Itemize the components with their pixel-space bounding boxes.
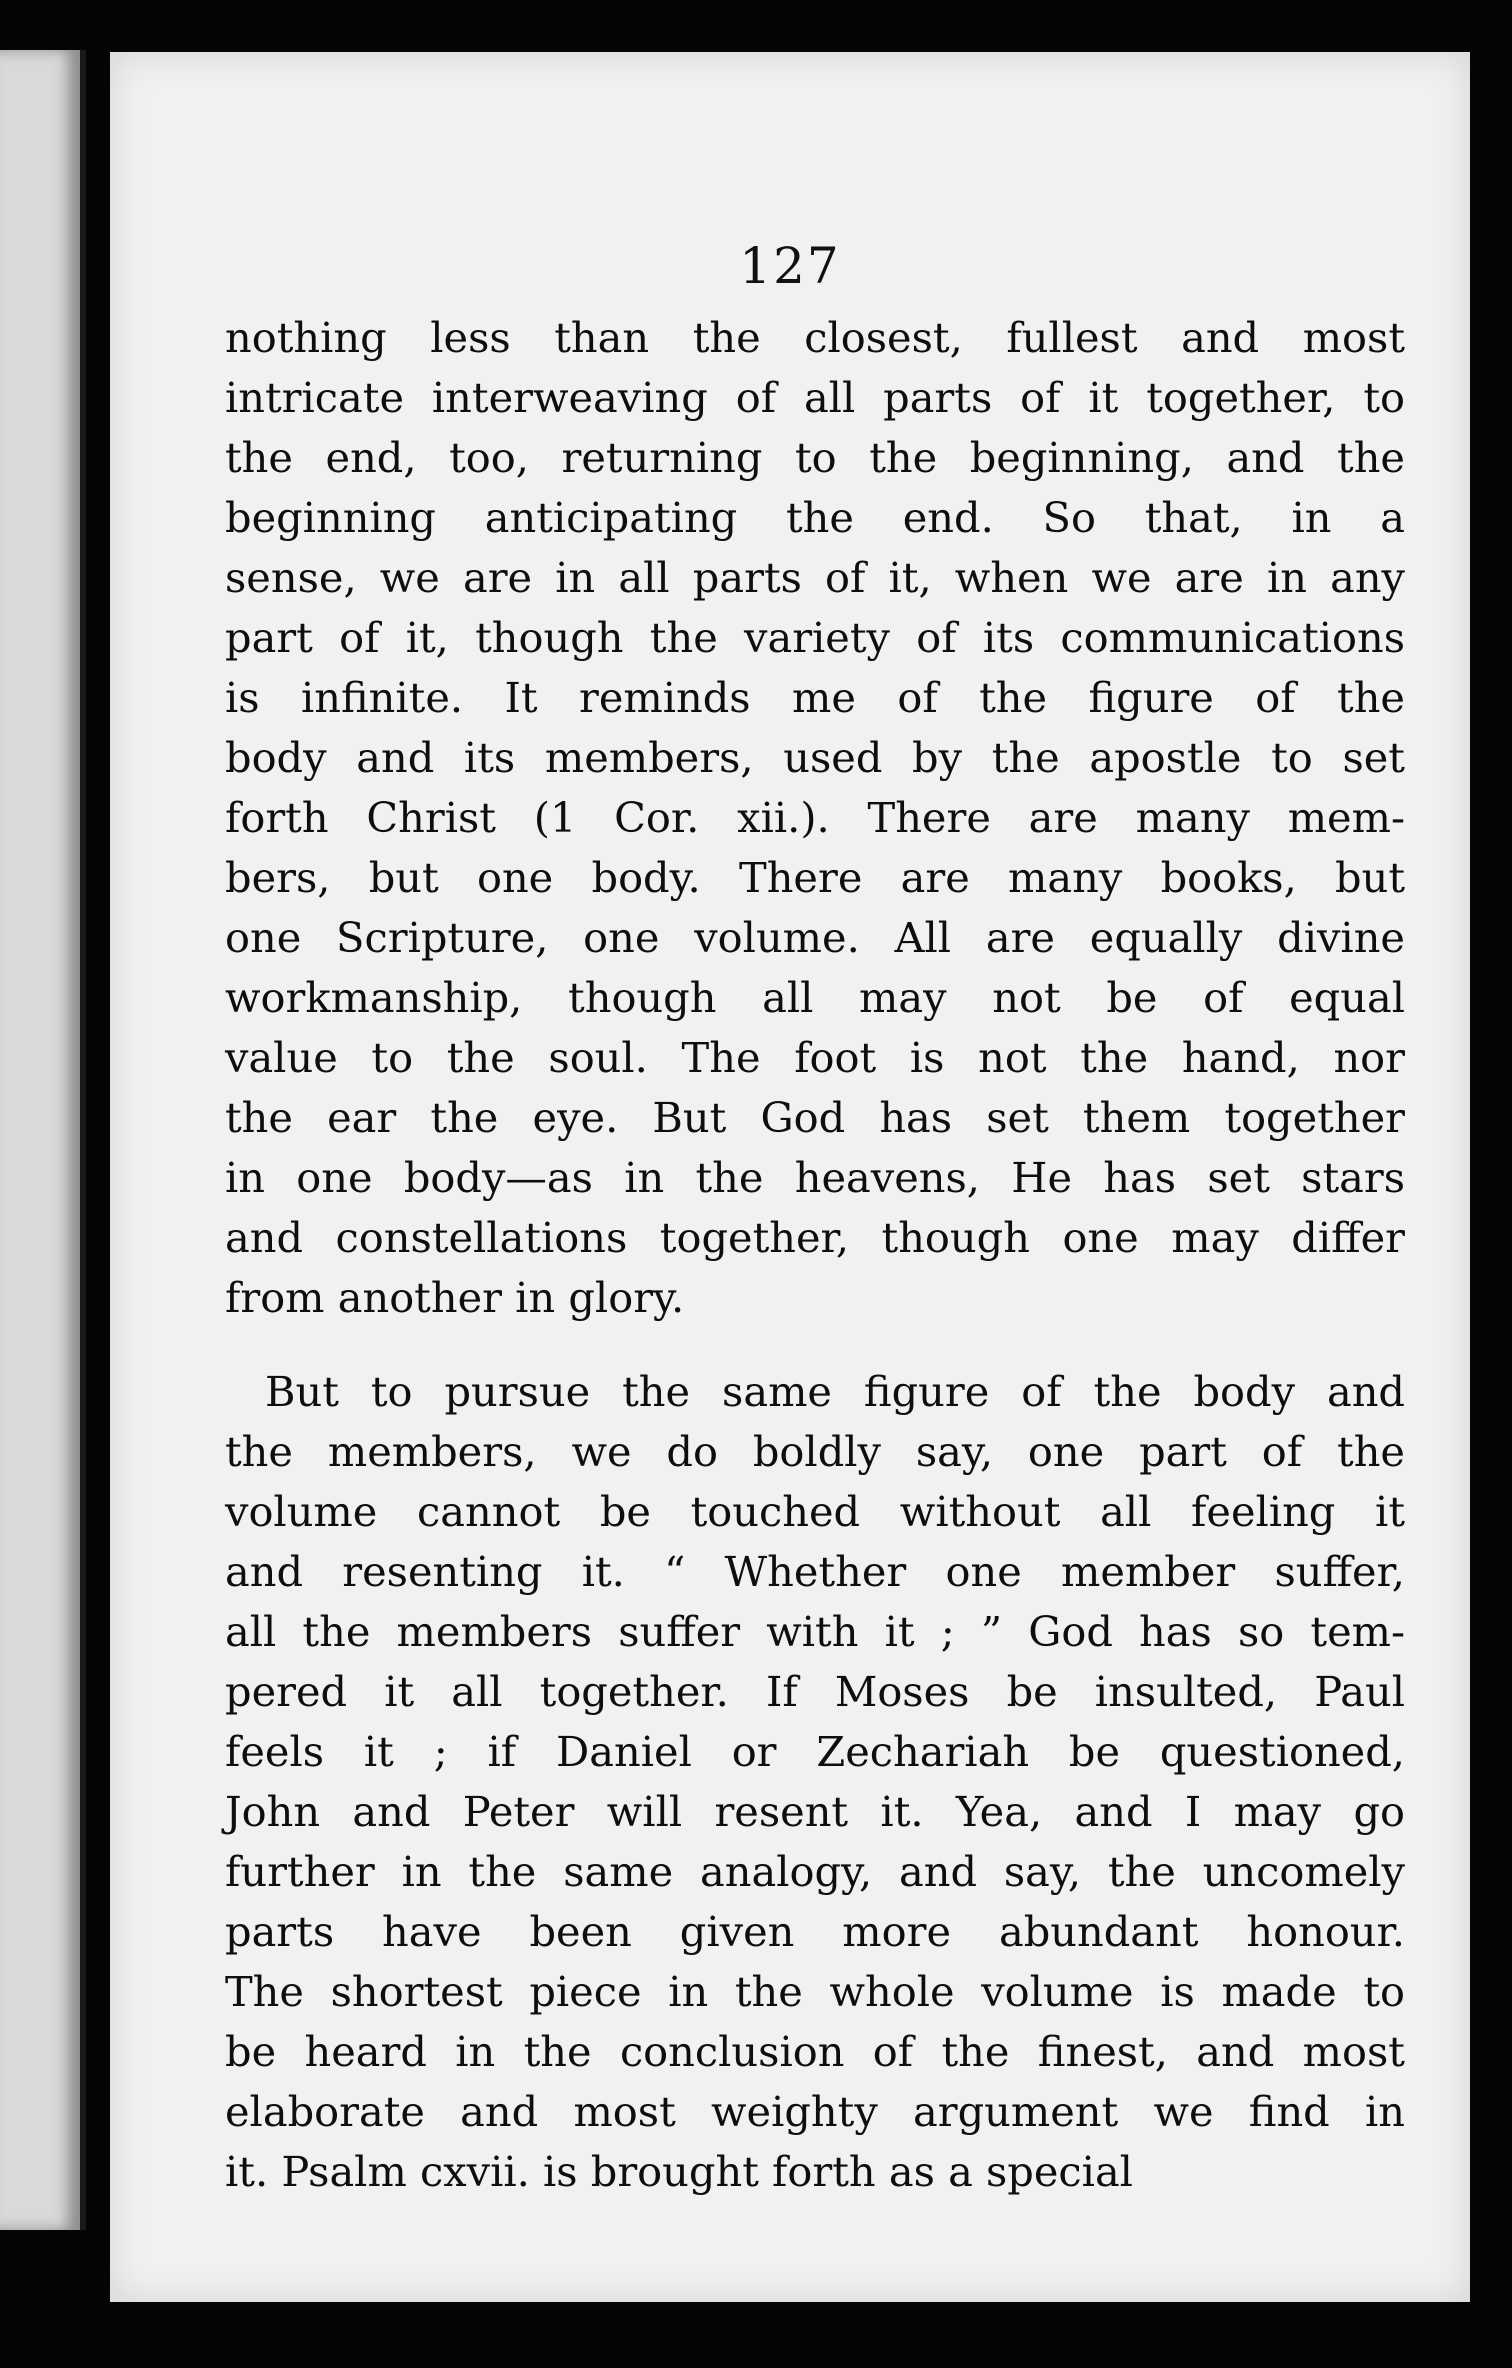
text-line: sense, we are in all parts of it, when we are in any [225,553,1405,602]
text-line: workmanship, though all may not be of equal [225,973,1405,1022]
paragraph [225,1362,1405,2202]
text-line: body and its members, used by the apostle to set [225,733,1405,782]
text-line: the members, we do boldly say, one part of the [225,1427,1405,1476]
text-line: in one body—as in the heavens, He has set stars [225,1153,1405,1202]
text-line: John and Peter will resent it. Yea, and I may go [225,1787,1405,1836]
text-line: elaborate and most weighty argument we find in [225,2087,1405,2136]
text-line: from another in glory. [225,1273,685,1322]
text-line: is infinite. It reminds me of the figure of the [225,673,1405,722]
page-number: 127 [739,237,841,295]
text-line: and constellations together, though one may differ [225,1213,1405,1262]
text-line: further in the same analogy, and say, the uncomely [225,1847,1405,1896]
text-line: part of it, though the variety of its communications [225,613,1405,662]
text-line: be heard in the conclusion of the finest, and most [225,2027,1405,2076]
text-line: intricate interweaving of all parts of it together, to [225,373,1405,422]
text-line: But to pursue the same figure of the body and [265,1367,1405,1416]
text-line: pered it all together. If Moses be insulted, Paul [225,1667,1405,1716]
text-line: bers, but one body. There are many books, but [225,853,1405,902]
adjacent-page-edge [0,50,86,2230]
book-page [110,52,1470,2302]
text-line: it. Psalm cxvii. is brought forth as a special [225,2147,1133,2196]
paragraph [225,308,1405,1328]
text-line: volume cannot be touched without all feeling it [225,1487,1405,1536]
text-line: forth Christ (1 Cor. xii.). There are many mem- [225,793,1405,842]
text-line: The shortest piece in the whole volume is made to [225,1967,1405,2016]
paragraph-gap [225,1328,1405,1362]
text-line: the ear the eye. But God has set them together [225,1093,1405,1142]
text-line: one Scripture, one volume. All are equally divine [225,913,1405,962]
text-line: all the members suffer with it ; ” God has so tem- [225,1607,1405,1656]
text-line: nothing less than the closest, fullest and most [225,313,1405,362]
text-line: the end, too, returning to the beginning, and the [225,433,1405,482]
text-line: and resenting it. “ Whether one member suffer, [225,1547,1405,1596]
text-line: parts have been given more abundant honour. [225,1907,1405,1956]
text-line: feels it ; if Daniel or Zechariah be questioned, [225,1727,1405,1776]
page-body-text [225,308,1405,2202]
text-line: value to the soul. The foot is not the hand, nor [225,1033,1405,1082]
text-line: beginning anticipating the end. So that, in a [225,493,1405,542]
